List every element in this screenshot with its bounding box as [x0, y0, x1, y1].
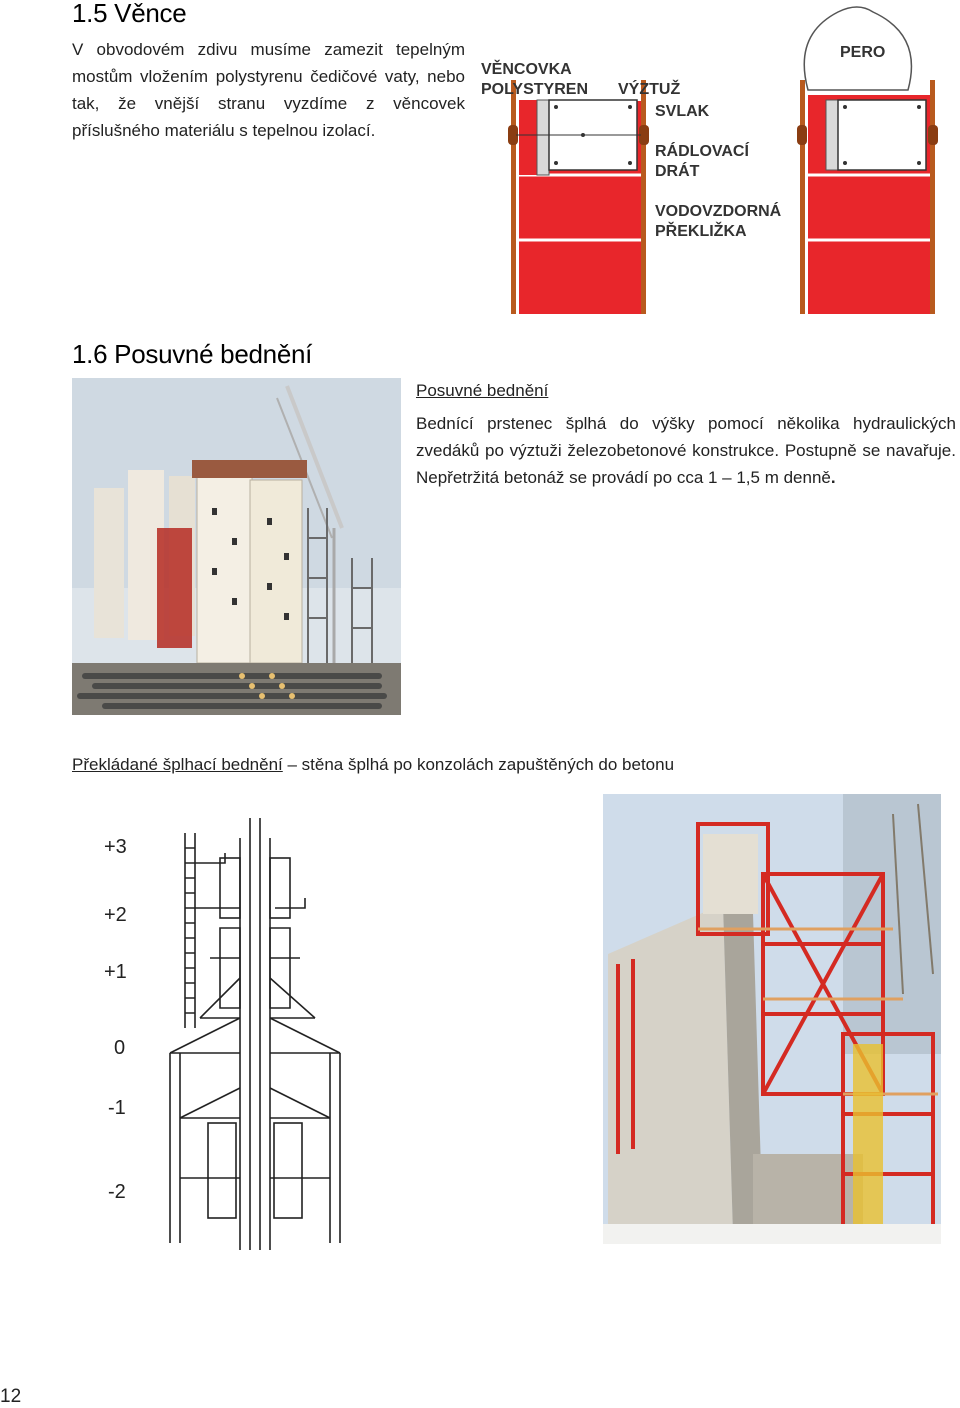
climbing-formwork-caption [72, 753, 674, 777]
level-plus-2: +2 [104, 904, 127, 926]
vence-paragraph: V obvodovém zdivu musíme zamezit tepelným mostům vložením polystyrenu čedičové vaty, nebo tak, že vnější stranu vyzdíme z věncovek příslušného materiálu s tepelnou izolací. [72, 40, 465, 140]
level-minus-2: -2 [108, 1181, 126, 1203]
label-svlak: SVLAK [655, 103, 710, 120]
slipform-silos-photo [72, 378, 401, 715]
label-pero: PERO [840, 44, 886, 61]
vence-diagram [478, 0, 938, 314]
section-heading-posuvne-bedneni: 1.6 Posuvné bednění [72, 339, 313, 369]
posuvne-bedneni-period: . [830, 468, 836, 487]
page-number: 12 [0, 1386, 22, 1407]
label-radlovaci: RÁDLOVACÍ [655, 143, 749, 160]
climbing-formwork-diagram [100, 818, 360, 1250]
formwork-plank-right [641, 80, 646, 314]
rebar-cage-right [838, 100, 926, 170]
label-preklizka: PŘEKLIŽKA [655, 223, 747, 240]
label-vodovzdorna: VODOVZDORNÁ [655, 203, 782, 220]
posuvne-bedneni-text: Bednící prstenec šplhá do výšky pomocí několika hydraulických zvedáků po výztuži železobetonové konstrukce. Postupně se navařuje. Nepřetržitá betonáž se provádí po cca 1 – 1,5 m denně [416, 414, 956, 487]
label-vencovka: VĚNCOVKA [481, 61, 572, 78]
climbing-formwork-description: – stěna šplhá po konzolách zapuštěných do betonu [282, 755, 675, 774]
polystyrene-layer [537, 100, 549, 175]
label-drat: DRÁT [655, 163, 700, 180]
climbing-formwork-title: Překládané šplhací bednění [72, 755, 283, 774]
climbing-formwork-photo [603, 794, 941, 1244]
label-vyztuz: VÝZTUŽ [618, 81, 681, 98]
section-heading-vence: 1.5 Věnce [72, 0, 187, 28]
posuvne-bedneni-subtitle: Posuvné bednění [416, 381, 549, 400]
level-0: 0 [114, 1037, 126, 1059]
level-plus-1: +1 [104, 961, 127, 983]
level-plus-3: +3 [104, 836, 127, 858]
formwork-plank-left [511, 80, 516, 314]
label-polystyren: POLYSTYREN [481, 81, 588, 98]
level-minus-1: -1 [108, 1097, 126, 1119]
posuvne-bedneni-paragraph [416, 410, 956, 491]
